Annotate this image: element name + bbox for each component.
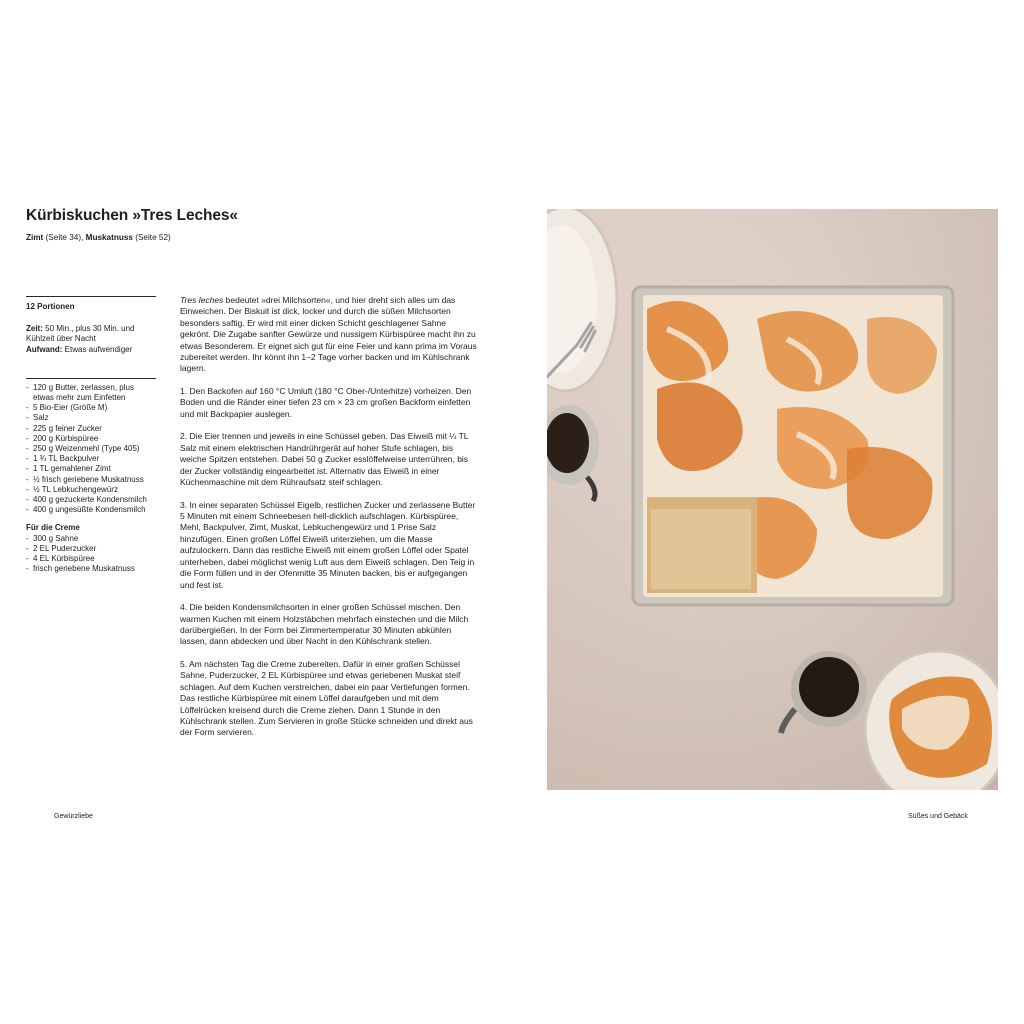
cream-ingredient-item: - frisch geriebene Muskatnuss	[26, 564, 156, 574]
step-1: 1. Den Backofen auf 160 °C Umluft (180 °C Ober-/Unterhitze) vorheizen. Den Boden und die Ränder einer tiefen 23 cm × 23 cm großen Backform einfetten und mit Backpapier auslegen.	[180, 386, 472, 419]
spice-link-muskatnuss: Muskatnuss	[85, 233, 133, 242]
ingredient-item: - 120 g Butter, zerlassen, plus etwas mehr zum Einfetten	[26, 383, 156, 403]
cream-ingredient-list	[26, 534, 156, 575]
ingredient-item: - 5 Bio-Eier (Größe M)	[26, 403, 156, 413]
ingredient-item: - ½ frisch geriebene Muskatnuss	[26, 475, 156, 485]
ingredient-item: - 250 g Weizenmehl (Type 405)	[26, 444, 156, 454]
cream-ingredient-item: - 300 g Sahne	[26, 534, 156, 544]
portions: 12 Portionen	[26, 302, 75, 311]
ingredient-item: - 400 g ungesüßte Kondensmilch	[26, 505, 156, 515]
ingredient-item: - ½ TL Lebkuchengewürz	[26, 485, 156, 495]
recipe-photo	[547, 209, 998, 790]
effort-label: Aufwand:	[26, 344, 63, 354]
ingredient-item: - 400 g gezuckerte Kondensmilch	[26, 495, 156, 505]
recipe-instructions	[180, 295, 478, 750]
coffee-bottom	[799, 657, 859, 717]
ingredient-item: - Salz	[26, 413, 156, 423]
ingredient-item: - 225 g feiner Zucker	[26, 424, 156, 434]
time-value: 50 Min., plus 30 Min. und Kühlzeit über Nacht	[26, 324, 135, 344]
ingredient-list	[26, 379, 156, 516]
spice-link-zimt: Zimt	[26, 233, 44, 242]
time-effort	[26, 324, 156, 355]
step-4: 4. Die beiden Kondensmilchsorten in einer großen Schüssel mischen. Den warmen Kuchen mit einem Holzstäbchen mehrfach einstechen und die Milch darübergießen. In der Form bei Zimmertemperatur 30 Minuten abkühlen lassen, dann abdecken und über Nacht in den Kühlschrank stellen.	[180, 602, 469, 647]
spice-page-muskatnuss: (Seite 52)	[132, 233, 171, 242]
footer-chapter-right: Süßes und Gebäck	[908, 813, 968, 820]
cream-heading: Für die Creme	[26, 523, 80, 533]
ingredient-item: - 1 TL gemahlener Zimt	[26, 464, 156, 474]
cut-out-sponge	[651, 509, 751, 589]
time-label: Zeit:	[26, 324, 43, 334]
spice-page-zimt: (Seite 34),	[43, 233, 86, 242]
intro-paragraph	[180, 295, 478, 375]
step-2: 2. Die Eier trennen und jeweils in eine Schüssel geben. Das Eiweiß mit ¼ TL Salz mit einem elektrischen Handrührgerät auf hoher Stufe schlagen, bis weiche Spitzen entstehen. Dabei 50 g Zucker esslöffelweise unterrühren, bis der Zucker vollständig eingearbeitet ist. Alternativ das Eiweiß in einer Küchenmaschine mit dem Rühraufsatz steif schlagen.	[180, 431, 469, 488]
coffee-left	[547, 413, 589, 473]
spice-reference-line	[26, 233, 171, 242]
effort-value: Etwas aufwendiger	[62, 344, 133, 354]
intro-text: bedeutet »drei Milchsorten«, und hier dreht sich alles um das Einweichen. Der Biskuit ist dick, locker und durch die süßen Milchsorten besonders saftig. Er wird mit einer dicken Schicht geschlagener Sahne gekrönt. Die Zugabe sanfter Gewürze und nussigem Kürbispüree macht ihn zu etwas Besonderem. Er eignet sich gut für eine Feier und kann prima im Voraus zubereitet werden. Ihr könnt ihn 1–2 Tage vorher backen und im Kühlschrank lagern.	[180, 295, 477, 374]
step-3: 3. In einer separaten Schüssel Eigelb, restlichen Zucker und zerlassene Butter 5 Minuten mit einem Schneebesen hell-dicklich aufschlagen. Kürbispüree, Mehl, Backpulver, Zimt, Muskat, Lebkuchengewürz und 1 Prise Salz hinzufügen. Einen großen Löffel Eiweiß unterziehen, um die Masse aufzulockern. Dann das restliche Eiweiß mit einem großen Löffel oder Spatel unterheben, dabei möglichst wenig Luft aus dem Eiweiß schlagen. Den Teig in die Form füllen und in der Ofenmitte 35 Minuten backen, bis er aufgegangen und fest ist.	[180, 499, 476, 590]
ingredient-item: - 1 ¾ TL Backpulver	[26, 454, 156, 464]
step-5: 5. Am nächsten Tag die Creme zubereiten. Dafür in einer großen Schüssel Sahne, Puderzucker, 2 EL Kürbispüree und etwas geriebenen Muskat steif schlagen. Auf dem Kuchen verstreichen, dabei ein paar Vertiefungen formen. Das restliche Kürbispüree mit einem Löffel daraufgeben und mit dem Löffelrücken kreisend durch die Creme ziehen. Dann 1 Stunde in den Kühlschrank stellen. Zum Servieren in große Stücke schneiden und direkt aus der Form servieren.	[180, 658, 473, 738]
footer-chapter-left: Gewürzliebe	[54, 813, 93, 820]
cream-ingredient-item: - 2 EL Puderzucker	[26, 544, 156, 554]
ingredient-item: - 200 g Kürbispüree	[26, 434, 156, 444]
cream-ingredient-item: - 4 EL Kürbispüree	[26, 554, 156, 564]
recipe-sidebar	[26, 296, 156, 574]
intro-term: Tres leches	[180, 295, 224, 305]
recipe-title: Kürbiskuchen »Tres Leches«	[26, 207, 238, 224]
